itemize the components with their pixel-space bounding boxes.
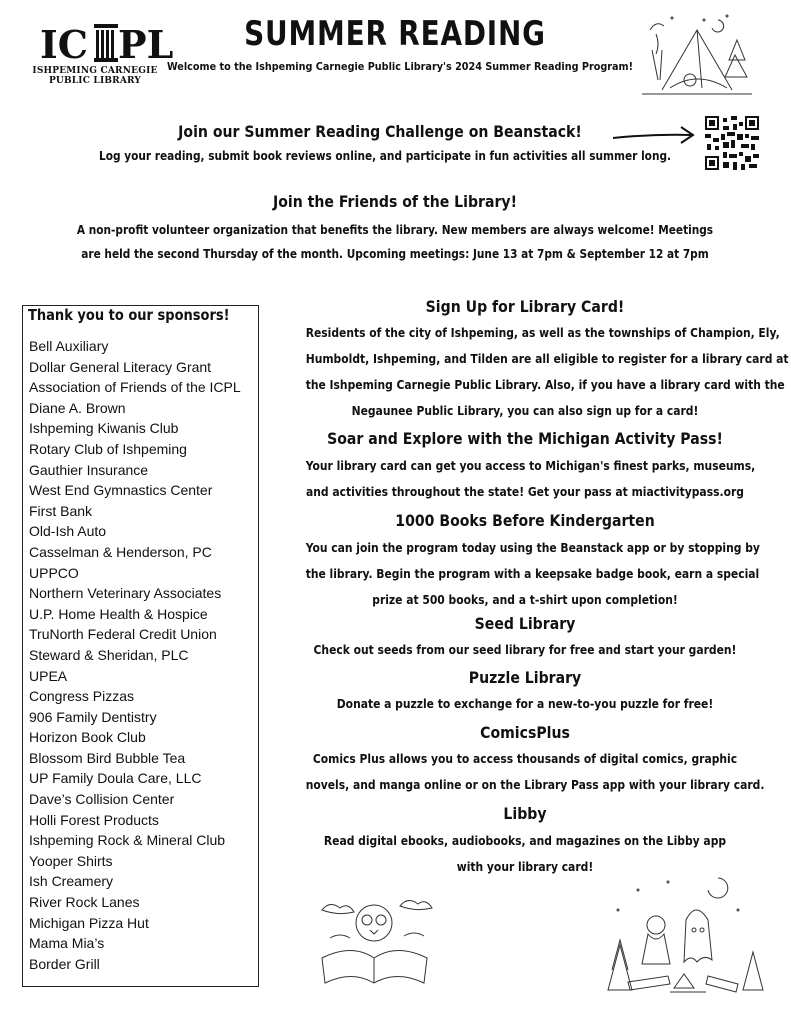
books-1000-section [270,511,780,530]
sponsor-item: Dave’s Collision Center [29,791,175,808]
seed-library-section [270,614,780,633]
library-card-heading: Sign Up for Library Card! [425,297,625,316]
campfire-ghost-illustration [598,870,768,1010]
sponsor-item: Michigan Pizza Hut [29,914,149,931]
sponsors-list [29,336,241,974]
books-1000-line: prize at 500 books, and a t-shirt upon completion! [372,592,678,607]
svg-text:PL: PL [118,22,174,67]
beanstack-heading: Join our Summer Reading Challenge on Beanstack! [178,122,582,141]
sponsor-item: Rotary Club of Ishpeming [29,440,187,457]
books-1000-line: the library. Begin the program with a keepsake badge book, earn a special [305,566,760,581]
books-1000-line: You can join the program today using the Beanstack app or by stopping by [305,540,760,555]
sponsor-item: TruNorth Federal Credit Union [29,626,217,643]
svg-text:IC: IC [40,22,89,67]
comicsplus-heading: ComicsPlus [480,723,570,742]
library-card-line: Negaunee Public Library, you can also sign up for a card! [351,403,699,418]
comicsplus-line: Comics Plus allows you to access thousands of digital comics, graphic [312,751,738,766]
friends-heading: Join the Friends of the Library! [272,192,518,211]
beanstack-text: Log your reading, submit book reviews online, and participate in fun activities all summer long. [99,149,672,163]
libby-heading: Libby [503,804,547,823]
libby-line: Read digital ebooks, audiobooks, and magazines on the Libby app [323,833,727,848]
sponsor-item: Bell Auxiliary [29,338,109,354]
library-card-line: the Ishpeming Carnegie Public Library. Also, if you have a library card with the [305,377,785,392]
logo-subtitle-line2: PUBLIC LIBRARY [48,76,142,86]
puzzle-library-text: Donate a puzzle to exchange for a new-to-you puzzle for free! [336,696,714,711]
beanstack-section [150,122,610,141]
library-card-line: Residents of the city of Ishpeming, as well as the townships of Champion, Ely, [305,325,780,340]
sponsor-item: Horizon Book Club [29,729,146,746]
friends-text-wrap [20,218,770,266]
puzzle-library-heading: Puzzle Library [468,668,582,687]
welcome-text: Welcome to the Ishpeming Carnegie Public Library's 2024 Summer Reading Program! [167,61,634,73]
activity-pass-line: and activities throughout the state! Get your pass at miactivitypass.org [306,484,744,499]
sponsor-item: Diane A. Brown [29,399,126,416]
sponsor-item: Old-Ish Auto [29,523,107,540]
activity-pass-section [270,429,780,448]
sponsor-item: Casselman & Henderson, PC [29,543,212,560]
sponsor-item: Dollar General Literacy Grant [29,358,212,375]
sponsor-item: Congress Pizzas [29,688,135,705]
seed-library-heading: Seed Library [474,614,576,633]
puzzle-library-text-wrap [270,691,780,717]
friends-text-line1: A non-profit volunteer organization that benefits the library. New members are always welcome! Meetings [76,223,714,237]
sponsor-item: 906 Family Dentistry [29,708,157,725]
puzzle-library-section [270,668,780,687]
friends-text-line2: are held the second Thursday of the month. Upcoming meetings: June 13 at 7pm & September 12 at 7pm [81,247,709,261]
sponsor-item: UP Family Doula Care, LLC [29,770,202,787]
sponsor-item: UPEA [29,667,68,684]
logo-subtitle-line1: ISHPEMING CARNEGIE [32,66,158,76]
sponsor-item: Mama Mia’s [29,935,105,952]
library-card-text [270,320,789,424]
page-title: SUMMER READING [244,14,546,54]
comicsplus-section [270,723,780,742]
owl-on-book-illustration [312,888,437,988]
logo-subtitle [20,66,170,86]
sponsor-item: UPPCO [29,564,79,581]
sponsor-item: Holli Forest Products [29,811,159,828]
sponsor-item: Northern Veterinary Associates [29,585,222,602]
arrow-icon [611,124,697,146]
comicsplus-line: novels, and manga online or on the Library Pass app with your library card. [305,777,765,792]
sponsor-item: Border Grill [29,955,100,972]
comicsplus-text [270,746,780,798]
books-1000-heading: 1000 Books Before Kindergarten [395,511,655,530]
sponsor-item: River Rock Lanes [29,894,140,911]
seed-library-text-wrap [270,637,780,663]
activity-pass-heading: Soar and Explore with the Michigan Activity Pass! [327,429,723,448]
sponsor-item: Ish Creamery [29,873,114,890]
activity-pass-line: Your library card can get you access to Michigan's finest parks, museums, [305,458,756,473]
books-1000-text [270,535,780,613]
qr-code-icon[interactable] [705,116,759,170]
sponsor-item: U.P. Home Health & Hospice [29,605,208,622]
activity-pass-text [270,453,780,505]
sponsors-heading: Thank you to our sponsors! [28,306,230,324]
sponsor-item: Steward & Sheridan, PLC [29,646,189,663]
sponsor-item: Ishpeming Rock & Mineral Club [29,832,226,849]
sponsor-item: Association of Friends of the ICPL [29,379,241,396]
seed-library-text: Check out seeds from our seed library for free and start your garden! [313,642,737,657]
friends-section [150,192,640,211]
libby-line: with your library card! [456,859,594,874]
sponsor-item: Ishpeming Kiwanis Club [29,420,179,437]
library-card-section [270,297,780,316]
library-card-line: Humboldt, Ishpeming, and Tilden are all eligible to register for a library card at [305,351,789,366]
libby-section [270,804,780,823]
sponsor-item: Blossom Bird Bubble Tea [29,749,186,766]
camping-moose-illustration [642,10,752,100]
sponsor-item: First Bank [29,502,93,519]
beanstack-text-wrap [60,149,710,163]
sponsor-item: Yooper Shirts [29,852,113,869]
sponsor-item: Gauthier Insurance [29,461,149,478]
library-logo [40,20,174,67]
sponsor-item: West End Gymnastics Center [29,482,213,499]
